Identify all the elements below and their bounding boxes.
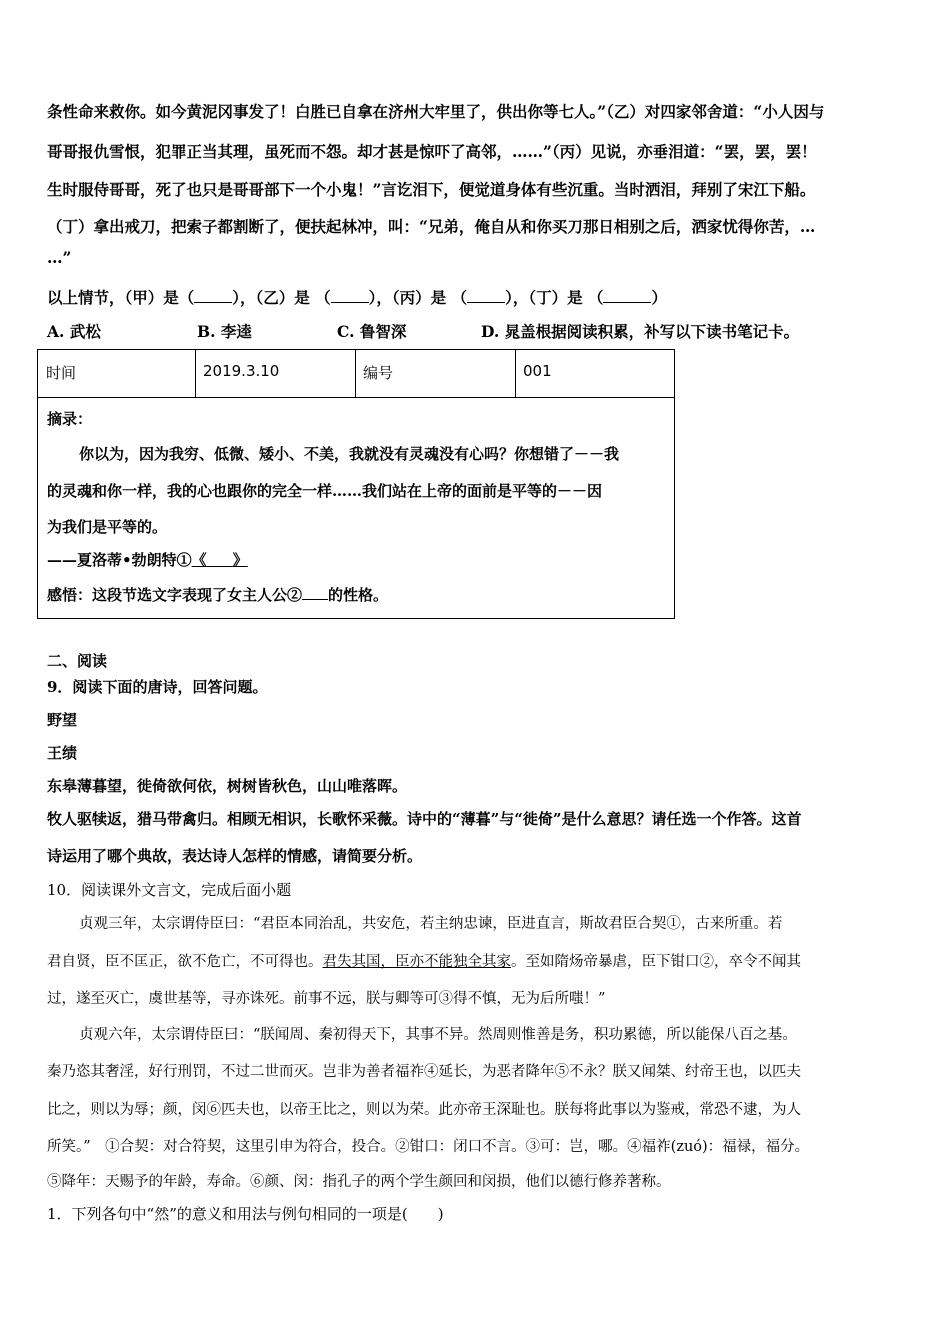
reading-note-card bbox=[37, 349, 675, 619]
card-header-row bbox=[38, 350, 674, 398]
wenyan-line-1: 贞观三年，太宗谓侍臣曰：“君臣本同治乱，共安危，若主纳忠谏，臣进直言，斯故君臣合契①，古来所重。若 bbox=[79, 916, 783, 932]
blank-jia[interactable] bbox=[194, 288, 232, 303]
trait-blank[interactable] bbox=[302, 585, 328, 600]
option-d: D. 晁盖根据阅读积累，补写以下读书笔记卡。 bbox=[481, 322, 800, 341]
poem-line-3: 诗运用了哪个典故，表达诗人怎样的情感，请简要分析。 bbox=[47, 847, 423, 865]
poem-author: 王绩 bbox=[47, 744, 78, 762]
wenyan-line-8: ⑤降年：天赐予的年龄，寿命。⑥颜、闵：指孔子的两个学生颜回和闵损，他们以德行修养著称。 bbox=[47, 1174, 671, 1190]
section-heading: 二、阅读 bbox=[47, 652, 108, 670]
id-label: 编号 bbox=[363, 364, 394, 382]
blank-bing[interactable] bbox=[467, 288, 505, 303]
excerpt-label: 摘录： bbox=[47, 410, 93, 428]
excerpt-author: ——夏洛蒂•勃朗特①《 》 bbox=[47, 551, 248, 569]
id-value: 001 bbox=[523, 362, 552, 380]
passage-line-3: 生时服侍哥哥，死了也只是哥哥部下一个小鬼！”言讫泪下，便觉道身体有些沉重。当时洒泪，拜别了宋江下船。 bbox=[47, 180, 816, 199]
question-9: 9．阅读下面的唐诗，回答问题。 bbox=[47, 678, 268, 696]
excerpt-line-3: 为我们是平等的。 bbox=[47, 518, 168, 536]
blank-yi[interactable] bbox=[331, 288, 369, 303]
question-10: 10．阅读课外文言文，完成后面小题 bbox=[47, 881, 292, 899]
wenyan-line-3: 过，遂至灭亡，虞世基等，寻亦诛死。前事不远，朕与卿等可③得不慎，无为后所嗤！” bbox=[47, 991, 606, 1007]
wenyan-line-7: 所笑。” ①合契：对合符契，这里引申为符合，投合。②钳口：闭口不言。③可：岂，哪。④福祚(zuó)：福禄，福分。 bbox=[47, 1139, 810, 1155]
underlined-sentence: 君失其国，臣亦不能独全其家 bbox=[322, 954, 511, 970]
time-value: 2019.3.10 bbox=[203, 362, 280, 380]
sub-question-1: 1．下列各句中“然”的意义和用法与例句相同的一项是( ) bbox=[47, 1205, 444, 1223]
insight: 感悟：这段节选文字表现了女主人公② 的性格。 bbox=[47, 586, 389, 604]
poem-line-1: 东皋薄暮望，徙倚欲何依，树树皆秋色，山山唯落晖。 bbox=[47, 777, 408, 795]
blank-ding[interactable] bbox=[603, 288, 651, 303]
poem-title: 野望 bbox=[47, 711, 78, 729]
option-a: A. 武松 bbox=[47, 322, 101, 341]
wenyan-line-6: 比之，则以为辱；颜，闵⑥匹夫也，以帝王比之，则以为荣。此亦帝王深耻也。朕每将此事以为鉴戒，常恐不逮，为人 bbox=[47, 1102, 801, 1118]
time-label: 时间 bbox=[46, 364, 77, 382]
option-b: B. 李逵 bbox=[197, 322, 252, 341]
passage-line-1: 条性命来救你。如今黄泥冈事发了！白胜已自拿在济州大牢里了，供出你等七人。”（乙）对四家邻舍道：“小人因与 bbox=[47, 102, 825, 121]
wenyan-line-2: 君自贤，臣不匡正，欲不危亡，不可得也。君失其国，臣亦不能独全其家。至如隋炀帝暴虐，臣下钳口②，卒令不闻其 bbox=[47, 954, 801, 970]
excerpt-line-2: 的灵魂和你一样，我的心也跟你的完全一样……我们站在上帝的面前是平等的－－因 bbox=[47, 482, 603, 500]
poem-line-2: 牧人驱犊返，猎马带禽归。相顾无相识，长歌怀采薇。诗中的“薄暮”与“徙倚”是什么意思？请任选一个作答。这首 bbox=[47, 810, 802, 828]
wenyan-line-4: 贞观六年，太宗谓侍臣曰：“朕闻周、秦初得天下，其事不异。然周则惟善是务，积功累德，所以能保八百之基。 bbox=[79, 1027, 797, 1043]
excerpt-line-1: 你以为，因为我穷、低微、矮小、不美，我就没有灵魂没有心吗？你想错了－－我 bbox=[79, 445, 620, 463]
book-title-blank[interactable]: 《 》 bbox=[191, 551, 248, 569]
passage-line-5: …” bbox=[47, 248, 72, 267]
passage-line-4: （丁）拿出戒刀，把索子都割断了，便扶起林冲，叫：“兄弟，俺自从和你买刀那日相别之后，洒家忧得你苦，… bbox=[47, 217, 816, 236]
passage-line-2: 哥哥报仇雪恨，犯罪正当其理，虽死而不怨。却才甚是惊吓了高邻，……”（丙）见说，亦垂泪道：“罢，罢，罢！ bbox=[47, 142, 817, 161]
wenyan-line-5: 秦乃恣其奢淫，好行刑罚，不过二世而灭。岂非为善者福祚④延长，为恶者降年⑤不永？朕又闻桀、纣帝王也，以匹夫 bbox=[47, 1064, 801, 1080]
fill-question: 以上情节，（甲）是（ ），（乙）是 （ ），（丙）是 （ ），（丁）是 （ ） bbox=[47, 288, 667, 307]
option-c: C. 鲁智深 bbox=[337, 322, 407, 341]
